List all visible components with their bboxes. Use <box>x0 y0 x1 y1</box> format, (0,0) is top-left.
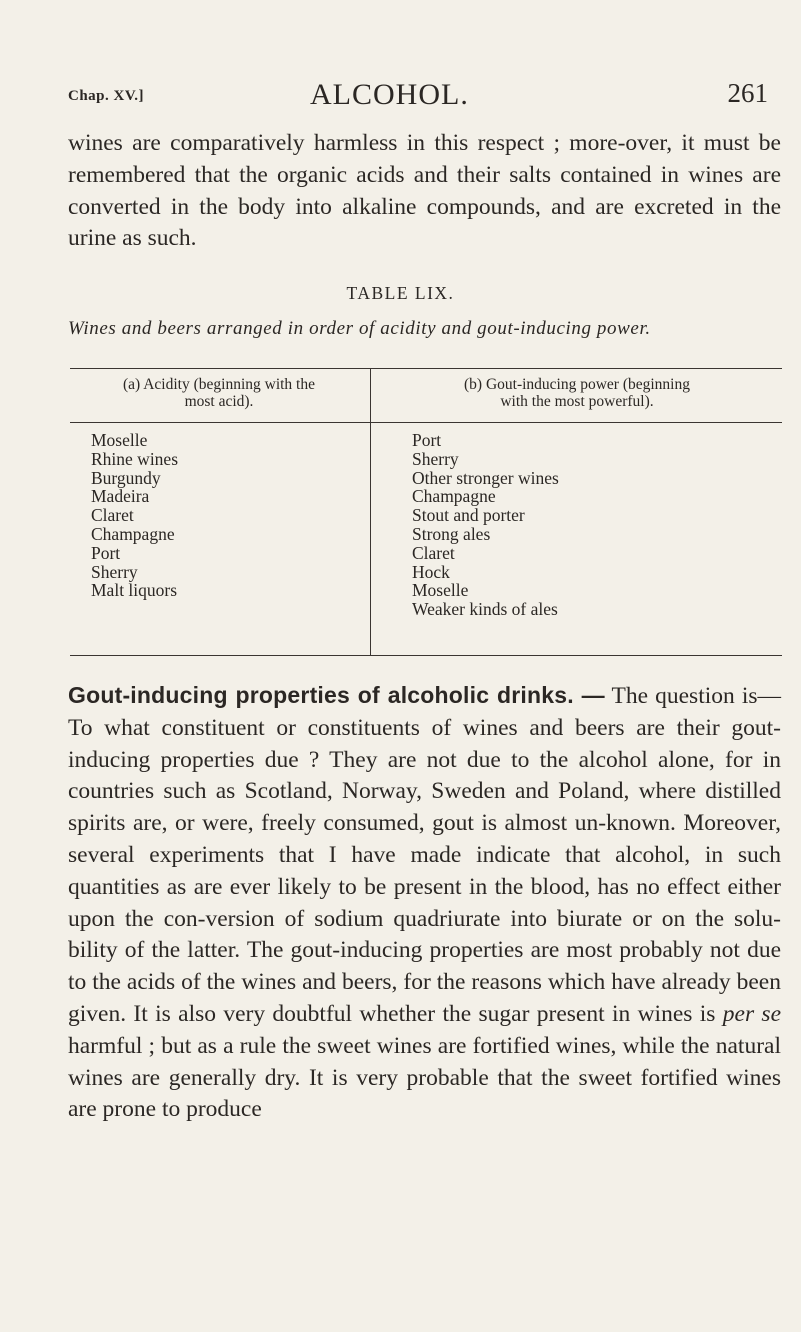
section-heading: Gout-inducing properties of alcoholic drinks. — <box>68 682 605 708</box>
list-item: Stout and porter <box>412 505 525 526</box>
list-item: Moselle <box>412 580 469 601</box>
list-item: Moselle <box>91 430 148 450</box>
gout-power-list <box>412 431 559 619</box>
wine-table <box>68 368 782 658</box>
section-paragraph <box>68 680 781 1126</box>
list-item: Sherry <box>412 448 459 469</box>
list-item: Claret <box>91 505 134 526</box>
list-item: Hock <box>412 561 450 582</box>
list-item: Strong ales <box>412 523 491 544</box>
table-header-rule <box>70 422 782 423</box>
table-top-rule <box>70 368 782 369</box>
list-item: Weaker kinds of ales <box>412 599 558 620</box>
table-bottom-rule <box>70 655 782 656</box>
table-column-divider <box>370 368 371 656</box>
column-header-gout-power <box>372 376 782 410</box>
list-item: Port <box>412 430 442 450</box>
column-header-gout-line2: with the most powerful). <box>500 393 654 410</box>
section-emphasis: per se <box>722 1000 782 1027</box>
acidity-list <box>91 431 178 600</box>
chapter-label: Chap. XV.] <box>68 88 144 104</box>
page-number: 261 <box>727 78 768 108</box>
list-item: Champagne <box>91 523 175 544</box>
table-caption: Wines and beers arranged in order of acidity and gout-inducing power. <box>68 318 651 339</box>
list-item: Madeira <box>91 486 150 507</box>
list-item: Malt liquors <box>91 580 178 601</box>
list-item: Rhine wines <box>91 448 179 469</box>
list-item: Burgundy <box>91 467 161 488</box>
list-item: Other stronger wines <box>412 467 559 488</box>
table-title: TABLE LIX. <box>346 283 455 303</box>
running-title: ALCOHOL. <box>310 78 469 111</box>
list-item: Champagne <box>412 486 496 507</box>
section-text-a: The question is—To what constituent or constituents of wines and beers are their gout-inducing properties due ? They are not due to the alcohol alone, for in countries such as Scotland, Norway, Sweden and Poland, where distilled spirits are, or were, freely consumed, gout is almost un-known. Moreover, several experiments that I have made indicate that alcohol, in such quantities as are ever likely to be present in the blood, has no effect either upon the con-version of sodium quadriurate into biurate or on the solu-bility of the latter. The gout-inducing properties are most probably not due to the acids of the wines and beers, for the reasons which have already been given. It is also very doubtful whether the sugar present in wines is <box>68 683 782 1027</box>
opening-paragraph: wines are comparatively harmless in this respect ; more-over, it must be remembered that the organic acids and their salts contained in wines are converted in the body into alkaline compounds, and are excreted in the urine as such. <box>68 130 781 252</box>
list-item: Claret <box>412 542 455 563</box>
column-header-acidity <box>68 376 370 410</box>
column-header-acidity-line1: (a) Acidity (beginning with the <box>123 376 315 393</box>
list-item: Port <box>91 542 121 563</box>
section-text-b: harmful ; but as a rule the sweet wines are fortified wines, while the natural wines are generally dry. It is very probable that the sweet fortified wines are prone to produce <box>68 1032 781 1123</box>
running-head <box>68 78 780 118</box>
list-item: Sherry <box>91 561 138 582</box>
column-header-gout-line1: (b) Gout-inducing power (beginning <box>464 376 690 393</box>
column-header-acidity-line2: most acid). <box>184 393 254 410</box>
